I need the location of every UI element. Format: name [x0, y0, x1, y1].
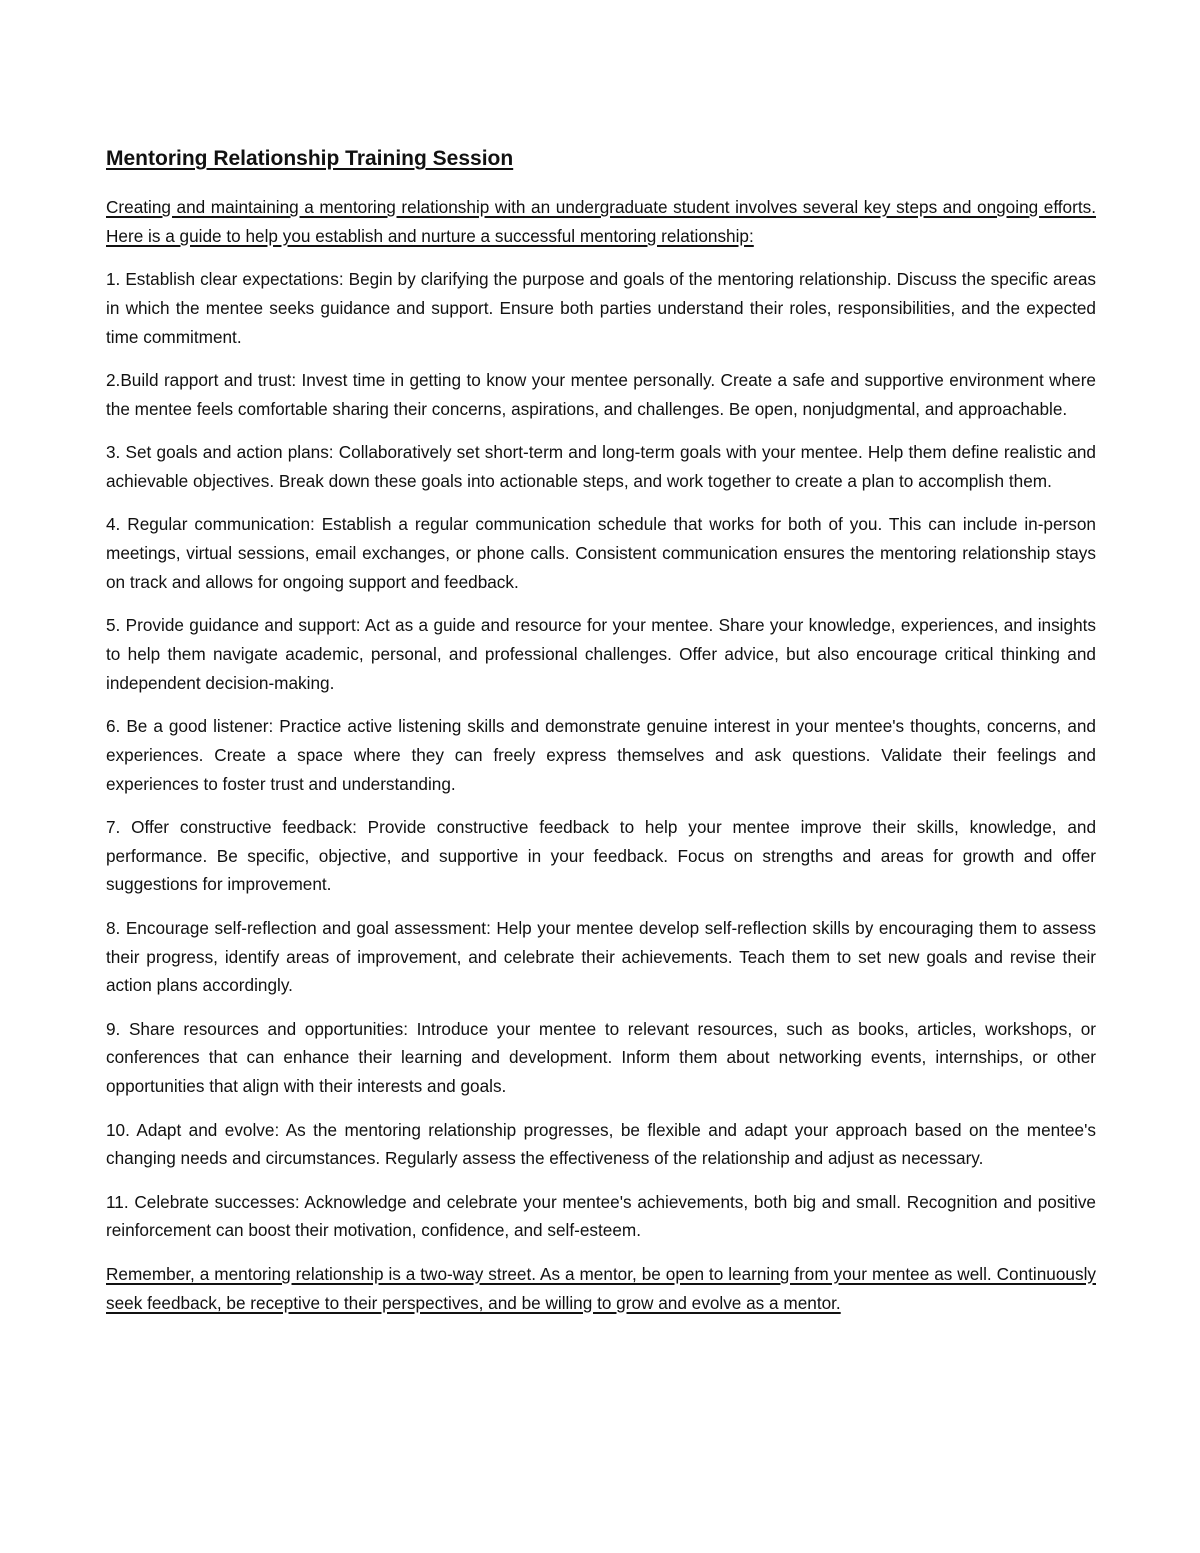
- step-paragraph-3: 3. Set goals and action plans: Collaboratively set short-term and long-term goals with your mentee. Help them define realistic and achievable objectives. Break down these goals into actionable steps, and work together to create a plan to accomplish them.: [106, 442, 1096, 491]
- step-paragraph-2: 2.Build rapport and trust: Invest time in getting to know your mentee personally. Create a safe and supportive environment where the mentee feels comfortable sharing their concerns, aspirations, and challenges. Be open, nonjudgmental, and approachable.: [106, 369, 1096, 419]
- intro-paragraph: Creating and maintaining a mentoring relationship with an undergraduate student involves several key steps and ongoing efforts. Here is a guide to help you establish and nurture a successful mentoring relationship:: [106, 197, 1096, 246]
- document-page: [106, 142, 1096, 1332]
- step-paragraph-5: 5. Provide guidance and support: Act as a guide and resource for your mentee. Share your knowledge, experiences, and insights to help them navigate academic, personal, and professional challenges. Offer advice, but also encourage critical thinking and independent decision-making.: [106, 615, 1096, 693]
- step-paragraph-8: 8. Encourage self-reflection and goal assessment: Help your mentee develop self-reflection skills by encouraging them to assess their progress, identify areas of improvement, and celebrate their achievements. Teach them to set new goals and revise their action plans accordingly.: [106, 917, 1096, 996]
- document-title: Mentoring Relationship Training Session: [106, 147, 514, 170]
- closing-paragraph: Remember, a mentoring relationship is a two-way street. As a mentor, be open to learning from your mentee as well. Continuously seek feedback, be receptive to their perspectives, and be willing to grow and evolve as a mentor.: [106, 1263, 1096, 1313]
- step-paragraph-1: 1. Establish clear expectations: Begin by clarifying the purpose and goals of the mentoring relationship. Discuss the specific areas in which the mentee seeks guidance and support. Ensure both parties understand their roles, responsibilities, and the expected time commitment.: [106, 269, 1096, 347]
- step-paragraph-10: 10. Adapt and evolve: As the mentoring relationship progresses, be flexible and adapt your approach based on the mentee's changing needs and circumstances. Regularly assess the effectiveness of the relationship and adjust as necessary.: [106, 1119, 1096, 1169]
- step-paragraph-4: 4. Regular communication: Establish a regular communication schedule that works for both of you. This can include in-person meetings, virtual sessions, email exchanges, or phone calls. Consistent communication ensures the mentoring relationship stays on track and allows for ongoing support and feedback.: [106, 514, 1096, 592]
- step-paragraph-9: 9. Share resources and opportunities: Introduce your mentee to relevant resources, such as books, articles, workshops, or conferences that can enhance their learning and development. Inform them about networking events, internships, or other opportunities that align with their interests and goals.: [106, 1018, 1096, 1097]
- step-paragraph-6: 6. Be a good listener: Practice active listening skills and demonstrate genuine interest in your mentee's thoughts, concerns, and experiences. Create a space where they can freely express themselves and ask questions. Validate their feelings and experiences to foster trust and understanding.: [106, 715, 1096, 794]
- step-paragraph-11: 11. Celebrate successes: Acknowledge and celebrate your mentee's achievements, both big and small. Recognition and positive reinforcement can boost their motivation, confidence, and self-esteem.: [106, 1191, 1096, 1241]
- step-paragraph-7: 7. Offer constructive feedback: Provide constructive feedback to help your mentee improve their skills, knowledge, and performance. Be specific, objective, and supportive in your feedback. Focus on strengths and areas for growth and offer suggestions for improvement.: [106, 816, 1096, 895]
